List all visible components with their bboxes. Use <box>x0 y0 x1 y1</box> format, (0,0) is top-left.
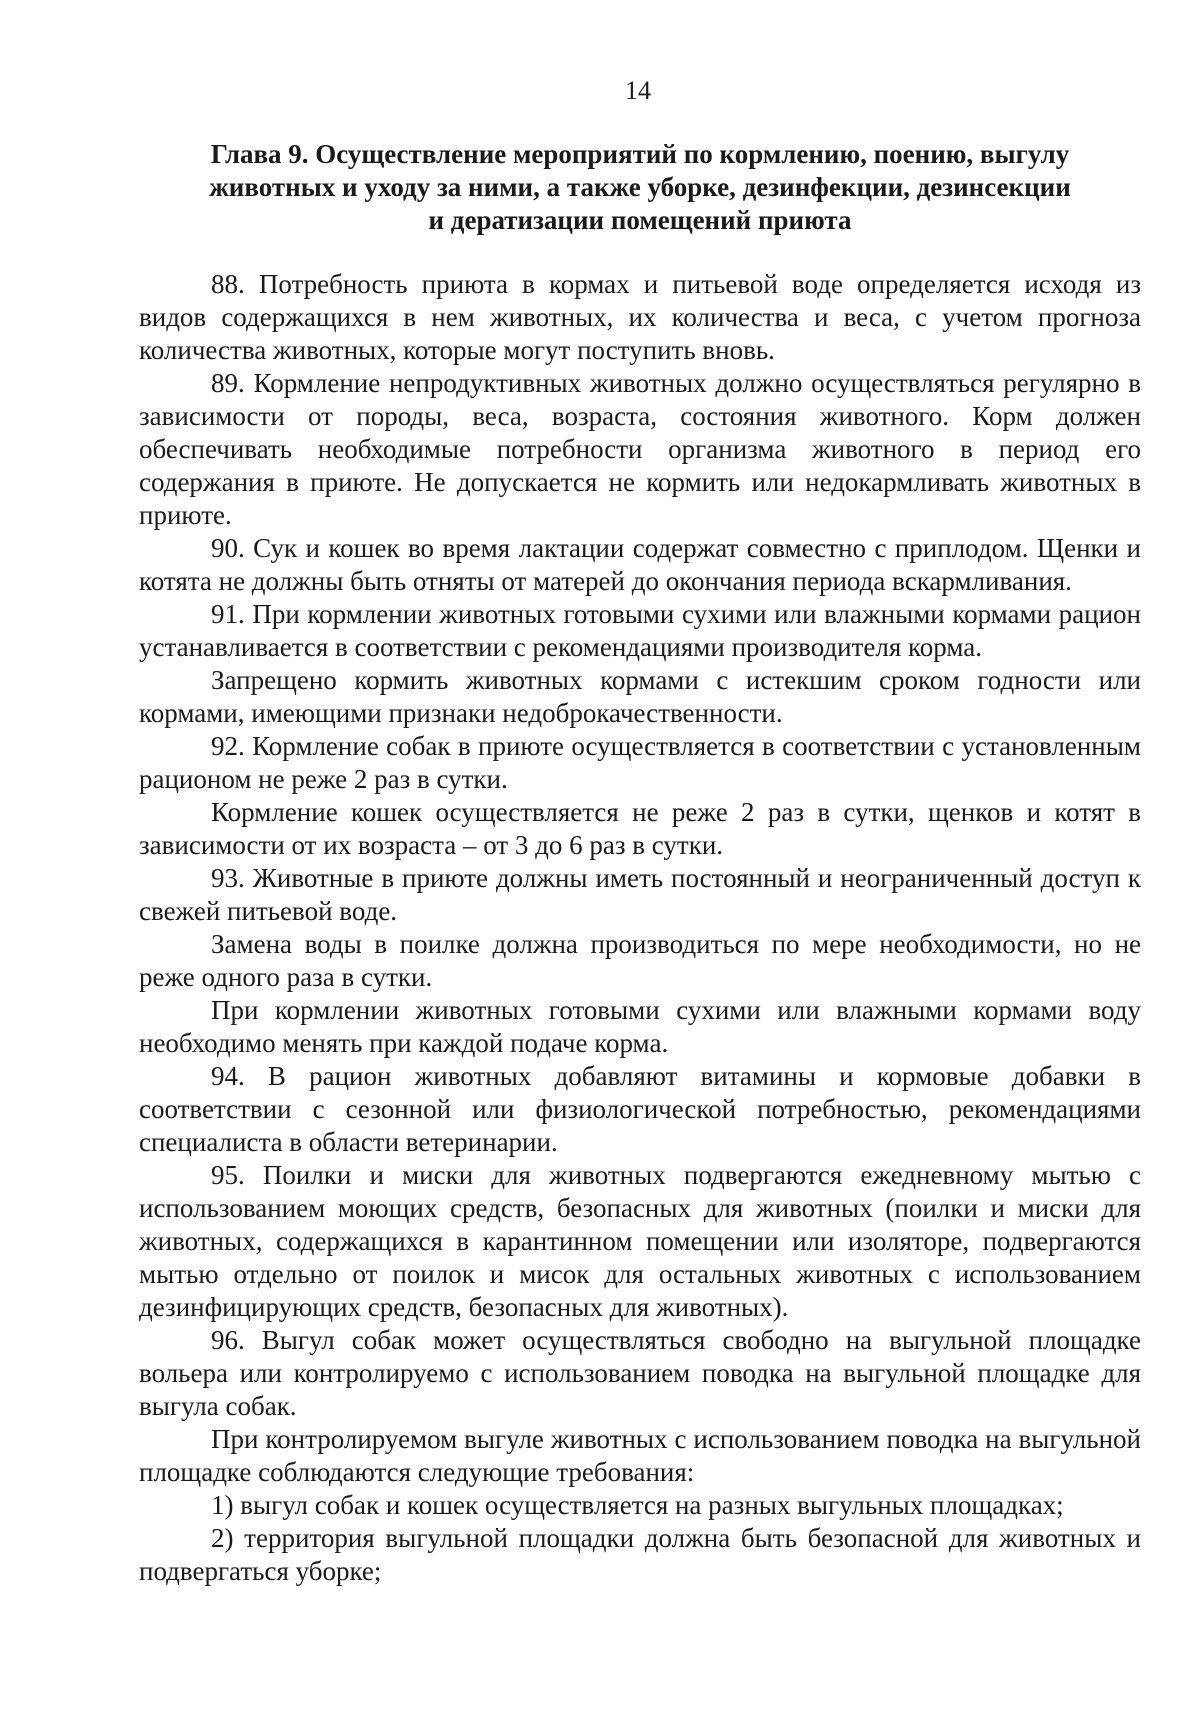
paragraph-91: 91. При кормлении животных готовыми сухими или влажными кормами рацион устанавливается в соответствии с рекомендациями производителя корма. <box>139 599 1141 662</box>
chapter-title-line: животных и уходу за ними, а также уборке, дезинфекции, дезинсекции <box>209 172 1071 202</box>
paragraph-89: 89. Кормление непродуктивных животных должно осуществляться регулярно в зависимости от породы, веса, возраста, состояния животного. Корм должен обеспечивать необходимые потребности организма животного в период его содержания в приюте. Не допускается не кормить или недокармливать животных в приюте. <box>139 368 1141 530</box>
paragraph-95: 95. Поилки и миски для животных подвергаются ежедневному мытью с использованием моющих средств, безопасных для животных (поилки и миски для животных, содержащихся в карантинном помещении или изоляторе, подвергаются мытью отдельно от поилок и мисок для остальных животных с использованием дезинфицирующих средств, безопасных для животных). <box>139 1160 1141 1322</box>
chapter-body <box>139 268 1141 1588</box>
list-item-1: 1) выгул собак и кошек осуществляется на разных выгульных площадках; <box>211 1490 1064 1520</box>
paragraph-94: 94. В рацион животных добавляют витамины и кормовые добавки в соответствии с сезонной или физиологической потребностью, рекомендациями специалиста в области ветеринарии. <box>139 1061 1141 1157</box>
paragraph-91-continued: Запрещено кормить животных кормами с истекшим сроком годности или кормами, имеющими признаки недоброкачественности. <box>139 665 1141 728</box>
paragraph-92-continued: Кормление кошек осуществляется не реже 2 раз в сутки, щенков и котят в зависимости от их возраста – от 3 до 6 раз в сутки. <box>139 797 1141 860</box>
paragraph-88: 88. Потребность приюта в кормах и питьевой воде определяется исходя из видов содержащихся в нем животных, их количества и веса, с учетом прогноза количества животных, которые могут поступить вновь. <box>139 269 1141 365</box>
paragraph-93: 93. Животные в приюте должны иметь постоянный и неограниченный доступ к свежей питьевой воде. <box>139 863 1141 926</box>
list-item-2: 2) территория выгульной площадки должна быть безопасной для животных и подвергаться уборке; <box>139 1523 1141 1586</box>
paragraph-96-continued: При контролируемом выгуле животных с использованием поводка на выгульной площадке соблюдаются следующие требования: <box>139 1424 1141 1487</box>
chapter-title <box>180 138 1100 237</box>
paragraph-90: 90. Сук и кошек во время лактации содержат совместно с приплодом. Щенки и котята не должны быть отняты от матерей до окончания периода вскармливания. <box>139 533 1141 596</box>
page-number: 14 <box>625 76 651 105</box>
paragraph-93-continued: Замена воды в поилке должна производиться по мере необходимости, но не реже одного раза в сутки. <box>139 929 1141 992</box>
paragraph-96: 96. Выгул собак может осуществляться свободно на выгульной площадке вольера или контролируемо с использованием поводка на выгульной площадке для выгула собак. <box>139 1325 1141 1421</box>
chapter-title-line: и дератизации помещений приюта <box>428 205 852 235</box>
chapter-title-line: Глава 9. Осуществление мероприятий по кормлению, поению, выгулу <box>210 139 1070 169</box>
paragraph-92: 92. Кормление собак в приюте осуществляется в соответствии с установленным рационом не реже 2 раз в сутки. <box>139 731 1141 794</box>
paragraph-93-continued-2: При кормлении животных готовыми сухими или влажными кормами воду необходимо менять при каждой подаче корма. <box>139 995 1141 1058</box>
